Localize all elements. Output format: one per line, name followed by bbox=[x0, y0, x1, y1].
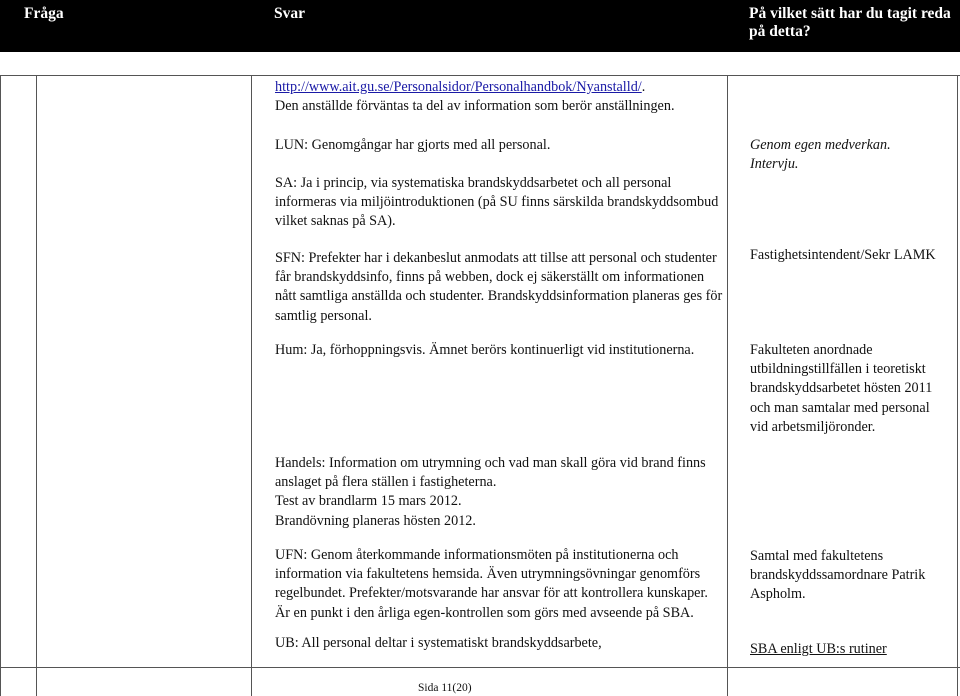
method-hum-line: och man samtalar med personal bbox=[750, 399, 930, 416]
method-sa bbox=[750, 136, 891, 174]
answer-ufn bbox=[275, 546, 708, 623]
answer-sfn-line: nått samtliga anställda och studenter. Brandskyddsinformation planeras ges för bbox=[275, 288, 723, 305]
answer-sa-line: informeras via miljöintroduktionen (på SU finns särskilda brandskyddsombud bbox=[275, 194, 719, 211]
answer-handels bbox=[275, 454, 706, 531]
answer-sa-line: vilket saknas på SA). bbox=[275, 213, 396, 230]
answer-ufn-line: Är en punkt i den årliga egen-kontrollen som görs med avseende på SBA. bbox=[275, 604, 694, 621]
header-method bbox=[749, 5, 951, 41]
answer-anstallde: Den anställde förväntas ta del av information som berör anställningen. bbox=[275, 98, 675, 114]
answer-handels-line: Test av brandlarm 15 mars 2012. bbox=[275, 493, 462, 510]
left-border bbox=[0, 75, 1, 696]
method-sa-line: Genom egen medverkan. bbox=[750, 137, 891, 153]
answer-sa-line: SA: Ja i princip, via systematiska brandskyddsarbetet och all personal bbox=[275, 175, 672, 191]
header-method-line2: på detta? bbox=[749, 23, 811, 40]
answer-link-line bbox=[275, 78, 645, 97]
method-hum-line: vid arbetsmiljöronder. bbox=[750, 418, 876, 435]
answer-sfn-line: får brandskyddsinfo, finns på webben, dock ej säkerställt om informationen bbox=[275, 269, 705, 286]
answer-sfn-line: samtlig personal. bbox=[275, 307, 372, 324]
answer-ufn-line: information via fakultetens hemsida. Även utrymningsövningar genomförs bbox=[275, 566, 701, 583]
header-method-line1: På vilket sätt har du tagit reda bbox=[749, 5, 951, 22]
answer-handels-line: anslaget på flera ställen i fastigheterna. bbox=[275, 474, 497, 491]
row-top-border bbox=[0, 75, 960, 76]
answer-ufn-line: regelbundet. Prefekter/motsvarande har ansvar för att kontrollera kunskaper. bbox=[275, 585, 708, 602]
method-ub: SBA enligt UB:s rutiner bbox=[750, 641, 887, 657]
method-hum bbox=[750, 341, 932, 437]
personalhandbok-link[interactable]: http://www.ait.gu.se/Personalsidor/Personalhandbok/Nyanstalld/ bbox=[275, 79, 642, 95]
method-ufn-line: brandskyddssamordnare Patrik bbox=[750, 567, 926, 584]
header-fraga: Fråga bbox=[24, 5, 64, 22]
answer-hum: Hum: Ja, förhoppningsvis. Ämnet berörs kontinuerligt vid institutionerna. bbox=[275, 342, 695, 358]
method-sa-line: Intervju. bbox=[750, 156, 799, 173]
link-suffix: . bbox=[641, 79, 646, 95]
answer-sfn-line: SFN: Prefekter har i dekanbeslut anmodats att tillse att personal och studenter bbox=[275, 250, 717, 266]
method-hum-line: brandskyddsarbetet hösten 2011 bbox=[750, 380, 933, 397]
method-ufn-line: Samtal med fakultetens bbox=[750, 548, 884, 564]
row-bottom-border bbox=[0, 667, 960, 668]
answer-sa bbox=[275, 174, 718, 232]
method-sfn: Fastighetsintendent/Sekr LAMK bbox=[750, 247, 936, 263]
answer-handels-line: Handels: Information om utrymning och vad man skall göra vid brand finns bbox=[275, 455, 706, 471]
method-ufn-line: Aspholm. bbox=[750, 586, 806, 603]
header-svar: Svar bbox=[274, 5, 305, 22]
table-header bbox=[0, 0, 960, 52]
answer-sfn bbox=[275, 249, 722, 326]
method-hum-line: Fakulteten anordnade bbox=[750, 342, 873, 358]
column-divider-3 bbox=[727, 75, 728, 696]
answer-handels-line: Brandövning planeras hösten 2012. bbox=[275, 512, 476, 529]
answer-lun: LUN: Genomgångar har gjorts med all personal. bbox=[275, 137, 551, 153]
answer-ufn-line: UFN: Genom återkommande informationsmöten på institutionerna och bbox=[275, 547, 679, 563]
answer-ub: UB: All personal deltar i systematiskt brandskyddsarbete, bbox=[275, 635, 602, 651]
right-border bbox=[957, 75, 958, 696]
column-divider-1 bbox=[36, 75, 37, 696]
method-ufn bbox=[750, 547, 925, 605]
column-divider-2 bbox=[251, 75, 252, 696]
method-hum-line: utbildningstillfällen i teoretiskt bbox=[750, 361, 926, 378]
page-number: Sida 11(20) bbox=[418, 682, 472, 694]
